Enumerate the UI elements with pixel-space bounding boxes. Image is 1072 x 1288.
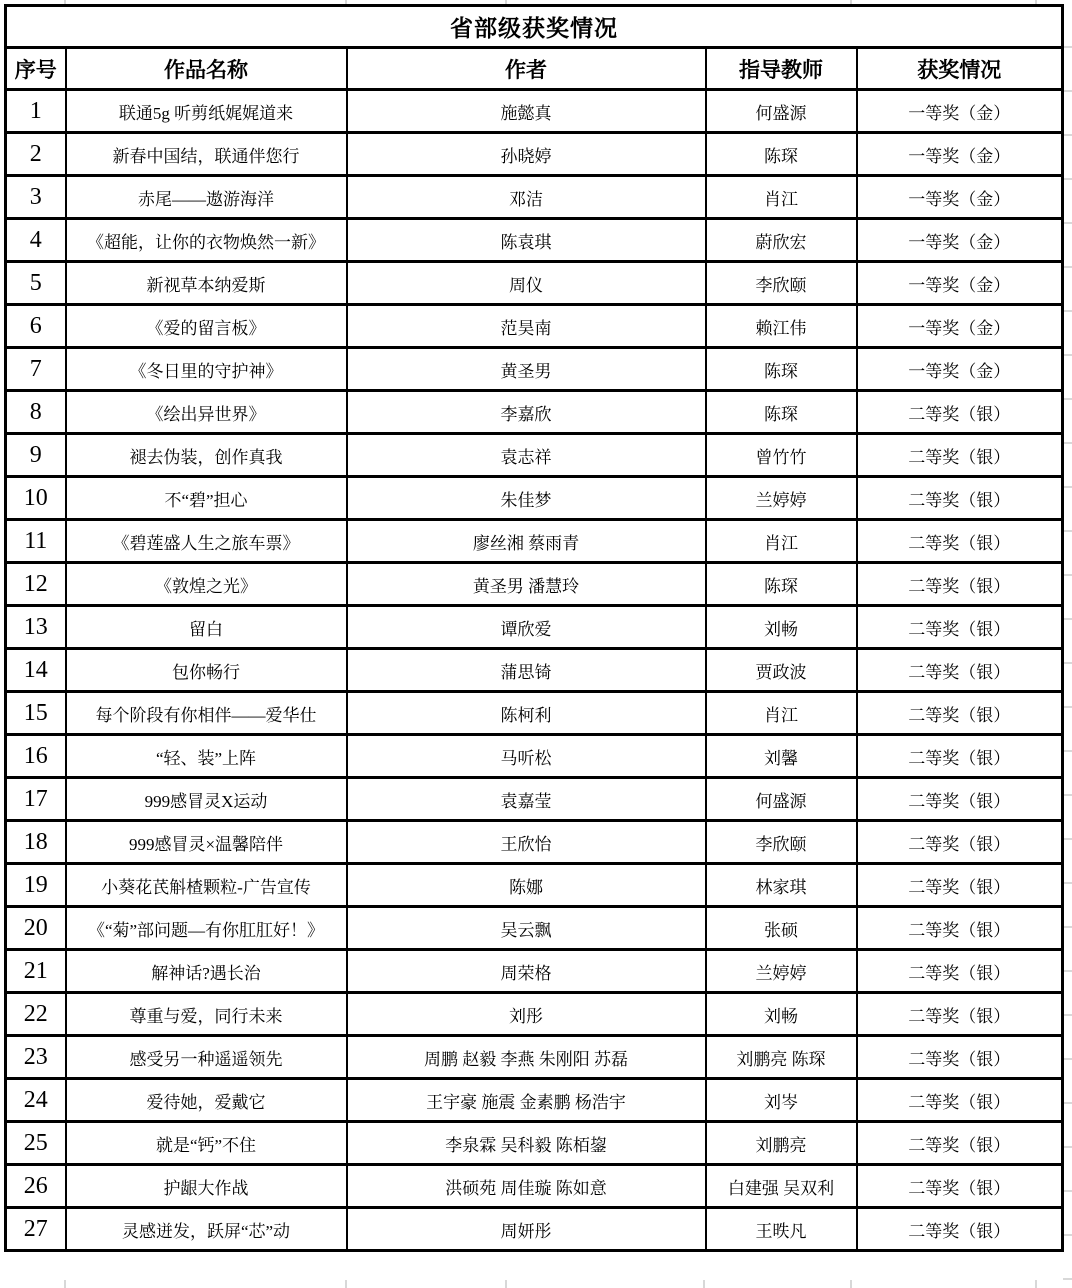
cell-award: 一等奖（金） xyxy=(857,305,1063,348)
cell-teachers: 陈琛 xyxy=(706,391,857,434)
cell-authors: 马听松 xyxy=(347,735,706,778)
cell-award: 二等奖（银） xyxy=(857,477,1063,520)
cell-award: 二等奖（银） xyxy=(857,1165,1063,1208)
cell-authors: 陈柯利 xyxy=(347,692,706,735)
cell-index: 4 xyxy=(6,219,66,262)
cell-award: 二等奖（银） xyxy=(857,1208,1063,1251)
cell-authors: 陈袁琪 xyxy=(347,219,706,262)
cell-work-name: 褪去伪装，创作真我 xyxy=(66,434,347,477)
cell-teachers: 李欣颐 xyxy=(706,821,857,864)
cell-teachers: 林家琪 xyxy=(706,864,857,907)
cell-authors: 廖丝湘 蔡雨青 xyxy=(347,520,706,563)
cell-award: 二等奖（银） xyxy=(857,1122,1063,1165)
cell-teachers: 白建强 吴双利 xyxy=(706,1165,857,1208)
cell-teachers: 陈琛 xyxy=(706,563,857,606)
awards-table xyxy=(4,4,1064,1252)
cell-authors: 周鹏 赵毅 李燕 朱刚阳 苏磊 xyxy=(347,1036,706,1079)
cell-award: 二等奖（银） xyxy=(857,993,1063,1036)
cell-work-name: 留白 xyxy=(66,606,347,649)
cell-index: 14 xyxy=(6,649,66,692)
cell-index: 25 xyxy=(6,1122,66,1165)
cell-authors: 李嘉欣 xyxy=(347,391,706,434)
cell-authors: 王欣怡 xyxy=(347,821,706,864)
cell-authors: 刘彤 xyxy=(347,993,706,1036)
cell-index: 22 xyxy=(6,993,66,1036)
cell-work-name: 尊重与爱，同行未来 xyxy=(66,993,347,1036)
table-row xyxy=(6,520,1063,563)
table-row xyxy=(6,305,1063,348)
cell-work-name: 灵感迸发，跃屏“芯”动 xyxy=(66,1208,347,1251)
cell-teachers: 陈琛 xyxy=(706,133,857,176)
cell-work-name: 联通5g 听剪纸娓娓道来 xyxy=(66,90,347,133)
cell-index: 8 xyxy=(6,391,66,434)
cell-award: 二等奖（银） xyxy=(857,563,1063,606)
table-row xyxy=(6,778,1063,821)
cell-index: 6 xyxy=(6,305,66,348)
column-header-award: 获奖情况 xyxy=(857,48,1063,90)
table-row xyxy=(6,821,1063,864)
cell-index: 18 xyxy=(6,821,66,864)
cell-teachers: 刘馨 xyxy=(706,735,857,778)
cell-award: 一等奖（金） xyxy=(857,90,1063,133)
cell-authors: 邓洁 xyxy=(347,176,706,219)
column-header-work-name: 作品名称 xyxy=(66,48,347,90)
cell-index: 12 xyxy=(6,563,66,606)
cell-teachers: 刘畅 xyxy=(706,993,857,1036)
cell-authors: 范昊南 xyxy=(347,305,706,348)
spreadsheet-gridline xyxy=(64,1280,66,1288)
cell-authors: 周仪 xyxy=(347,262,706,305)
table-row xyxy=(6,133,1063,176)
cell-award: 二等奖（银） xyxy=(857,1036,1063,1079)
cell-work-name: 《绘出异世界》 xyxy=(66,391,347,434)
cell-award: 二等奖（银） xyxy=(857,391,1063,434)
cell-teachers: 肖江 xyxy=(706,520,857,563)
cell-award: 二等奖（银） xyxy=(857,950,1063,993)
cell-award: 二等奖（银） xyxy=(857,649,1063,692)
cell-index: 9 xyxy=(6,434,66,477)
cell-index: 2 xyxy=(6,133,66,176)
cell-index: 13 xyxy=(6,606,66,649)
cell-teachers: 肖江 xyxy=(706,176,857,219)
table-row xyxy=(6,649,1063,692)
table-row xyxy=(6,606,1063,649)
spreadsheet-gridline xyxy=(505,1280,507,1288)
cell-award: 一等奖（金） xyxy=(857,133,1063,176)
table-row xyxy=(6,348,1063,391)
cell-work-name: 小葵花芪斛楂颗粒-广告宣传 xyxy=(66,864,347,907)
cell-authors: 黄圣男 潘慧玲 xyxy=(347,563,706,606)
cell-teachers: 张硕 xyxy=(706,907,857,950)
table-row xyxy=(6,907,1063,950)
cell-work-name: 护龈大作战 xyxy=(66,1165,347,1208)
table-row xyxy=(6,477,1063,520)
cell-teachers: 兰婷婷 xyxy=(706,477,857,520)
table-row xyxy=(6,1079,1063,1122)
spreadsheet-gridline xyxy=(703,1280,705,1288)
cell-award: 一等奖（金） xyxy=(857,176,1063,219)
table-row xyxy=(6,1208,1063,1251)
table-header-row xyxy=(6,48,1063,90)
cell-teachers: 蔚欣宏 xyxy=(706,219,857,262)
cell-index: 27 xyxy=(6,1208,66,1251)
cell-teachers: 肖江 xyxy=(706,692,857,735)
cell-teachers: 刘畅 xyxy=(706,606,857,649)
cell-work-name: 《超能，让你的衣物焕然一新》 xyxy=(66,219,347,262)
cell-work-name: 爱待她，爱戴它 xyxy=(66,1079,347,1122)
cell-work-name: 《碧莲盛人生之旅车票》 xyxy=(66,520,347,563)
table-row xyxy=(6,692,1063,735)
column-header-index: 序号 xyxy=(6,48,66,90)
cell-index: 3 xyxy=(6,176,66,219)
cell-authors: 施懿真 xyxy=(347,90,706,133)
table-row xyxy=(6,219,1063,262)
cell-award: 二等奖（银） xyxy=(857,692,1063,735)
spreadsheet-gridline xyxy=(345,1280,347,1288)
cell-award: 一等奖（金） xyxy=(857,262,1063,305)
cell-index: 10 xyxy=(6,477,66,520)
cell-index: 5 xyxy=(6,262,66,305)
cell-work-name: 《“菊”部问题—有你肛肛好！》 xyxy=(66,907,347,950)
cell-work-name: 包你畅行 xyxy=(66,649,347,692)
cell-teachers: 刘鹏亮 xyxy=(706,1122,857,1165)
cell-work-name: 新视草本纳爱斯 xyxy=(66,262,347,305)
cell-work-name: 不“碧”担心 xyxy=(66,477,347,520)
cell-authors: 谭欣爱 xyxy=(347,606,706,649)
cell-index: 20 xyxy=(6,907,66,950)
table-row xyxy=(6,864,1063,907)
table-row xyxy=(6,950,1063,993)
cell-work-name: 《冬日里的守护神》 xyxy=(66,348,347,391)
table-row xyxy=(6,993,1063,1036)
cell-authors: 陈娜 xyxy=(347,864,706,907)
table-row xyxy=(6,735,1063,778)
cell-award: 一等奖（金） xyxy=(857,348,1063,391)
table-title-row xyxy=(6,6,1063,48)
table-row xyxy=(6,391,1063,434)
cell-award: 二等奖（银） xyxy=(857,520,1063,563)
cell-authors: 袁志祥 xyxy=(347,434,706,477)
cell-authors: 李泉霖 吴科毅 陈栢鋆 xyxy=(347,1122,706,1165)
cell-work-name: 《敦煌之光》 xyxy=(66,563,347,606)
cell-award: 二等奖（银） xyxy=(857,606,1063,649)
cell-teachers: 兰婷婷 xyxy=(706,950,857,993)
cell-index: 11 xyxy=(6,520,66,563)
cell-award: 二等奖（银） xyxy=(857,907,1063,950)
cell-work-name: 感受另一种遥遥领先 xyxy=(66,1036,347,1079)
table-head xyxy=(6,6,1063,90)
table-row xyxy=(6,563,1063,606)
cell-teachers: 贾政波 xyxy=(706,649,857,692)
cell-index: 15 xyxy=(6,692,66,735)
cell-index: 7 xyxy=(6,348,66,391)
cell-index: 21 xyxy=(6,950,66,993)
cell-index: 19 xyxy=(6,864,66,907)
cell-work-name: 999感冒灵×温馨陪伴 xyxy=(66,821,347,864)
column-header-teachers: 指导教师 xyxy=(706,48,857,90)
cell-work-name: 就是“钙”不住 xyxy=(66,1122,347,1165)
cell-award: 二等奖（银） xyxy=(857,434,1063,477)
cell-award: 二等奖（银） xyxy=(857,821,1063,864)
cell-work-name: 999感冒灵X运动 xyxy=(66,778,347,821)
cell-award: 二等奖（银） xyxy=(857,735,1063,778)
table-row xyxy=(6,262,1063,305)
spreadsheet-gridline xyxy=(850,1280,852,1288)
cell-index: 26 xyxy=(6,1165,66,1208)
cell-teachers: 曾竹竹 xyxy=(706,434,857,477)
cell-authors: 朱佳梦 xyxy=(347,477,706,520)
table-row xyxy=(6,1122,1063,1165)
cell-award: 二等奖（银） xyxy=(857,778,1063,821)
table-row xyxy=(6,90,1063,133)
cell-authors: 吴云飘 xyxy=(347,907,706,950)
cell-work-name: 新春中国结，联通伴您行 xyxy=(66,133,347,176)
cell-teachers: 刘鹏亮 陈琛 xyxy=(706,1036,857,1079)
cell-work-name: “轻、装”上阵 xyxy=(66,735,347,778)
cell-teachers: 何盛源 xyxy=(706,90,857,133)
cell-teachers: 何盛源 xyxy=(706,778,857,821)
cell-index: 1 xyxy=(6,90,66,133)
cell-work-name: 《爱的留言板》 xyxy=(66,305,347,348)
table-row xyxy=(6,1165,1063,1208)
table-row xyxy=(6,176,1063,219)
cell-award: 二等奖（银） xyxy=(857,864,1063,907)
cell-work-name: 解神话?遇长治 xyxy=(66,950,347,993)
cell-teachers: 王昳凡 xyxy=(706,1208,857,1251)
cell-authors: 周荣格 xyxy=(347,950,706,993)
table-title: 省部级获奖情况 xyxy=(6,6,1063,48)
table-row xyxy=(6,1036,1063,1079)
cell-authors: 黄圣男 xyxy=(347,348,706,391)
cell-teachers: 赖江伟 xyxy=(706,305,857,348)
cell-authors: 周妍彤 xyxy=(347,1208,706,1251)
cell-authors: 袁嘉莹 xyxy=(347,778,706,821)
cell-index: 24 xyxy=(6,1079,66,1122)
cell-teachers: 刘岑 xyxy=(706,1079,857,1122)
cell-teachers: 陈琛 xyxy=(706,348,857,391)
spreadsheet-gridline xyxy=(1035,1280,1037,1288)
cell-authors: 洪硕苑 周佳璇 陈如意 xyxy=(347,1165,706,1208)
cell-award: 二等奖（银） xyxy=(857,1079,1063,1122)
column-header-authors: 作者 xyxy=(347,48,706,90)
cell-index: 16 xyxy=(6,735,66,778)
cell-work-name: 赤尾——遨游海洋 xyxy=(66,176,347,219)
cell-authors: 孙晓婷 xyxy=(347,133,706,176)
table-row xyxy=(6,434,1063,477)
cell-index: 17 xyxy=(6,778,66,821)
cell-award: 一等奖（金） xyxy=(857,219,1063,262)
cell-work-name: 每个阶段有你相伴——爱华仕 xyxy=(66,692,347,735)
spreadsheet-gridline-strip xyxy=(1063,4,1072,1280)
cell-authors: 蒲思锜 xyxy=(347,649,706,692)
cell-authors: 王宇豪 施震 金素鹏 杨浩宇 xyxy=(347,1079,706,1122)
cell-index: 23 xyxy=(6,1036,66,1079)
cell-teachers: 李欣颐 xyxy=(706,262,857,305)
table-body xyxy=(6,90,1063,1251)
